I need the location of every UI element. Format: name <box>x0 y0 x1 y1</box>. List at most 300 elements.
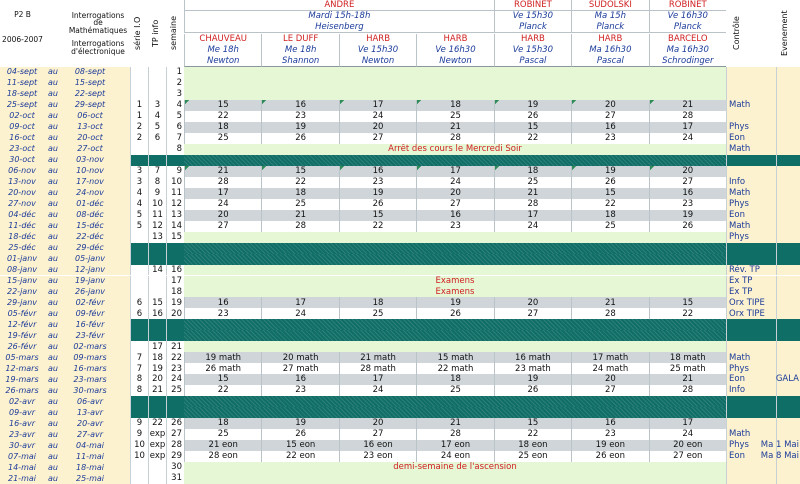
week-start-date <box>0 254 44 265</box>
interrogation-cell-text: 24 <box>527 220 539 231</box>
week-start-date <box>0 374 44 385</box>
interrogation-cell-text: 23 <box>450 220 461 231</box>
interrogation-cell <box>416 100 493 111</box>
week-start-date-text: 01-janv <box>7 254 37 264</box>
interrogation-cell-text: 22 eon <box>285 451 316 462</box>
week-end-date-text: 29-sept <box>74 100 106 110</box>
interrogation-cell <box>416 363 493 374</box>
week-note-text: Arrêt des cours le Mercredi Soir <box>388 144 522 155</box>
controle-cell-text: Phys <box>729 363 749 374</box>
tp-number <box>148 462 166 473</box>
interrogation-cell <box>571 429 648 440</box>
serie-number <box>130 188 148 199</box>
interrogation-cell-text: 22 <box>527 429 539 440</box>
controle-cell-text: Math <box>729 220 751 231</box>
serie-number <box>130 177 148 188</box>
interrogation-cell <box>571 166 648 177</box>
teacher-header-name-text: HARB <box>520 34 545 45</box>
interrogation-cell <box>184 440 261 451</box>
interrogation-cell <box>261 451 338 462</box>
col-header-controle <box>728 0 746 67</box>
interrogation-cell-text: 16 <box>682 187 694 198</box>
week-end-date-text: 15-sept <box>74 78 106 88</box>
interrogation-cell-text: 22 <box>295 176 307 187</box>
interrogation-cell <box>416 374 493 385</box>
interrogation-cell <box>416 451 493 462</box>
teacher-header-time-text: Ma 16h30 <box>666 45 709 56</box>
week-end-date-text: 27-oct <box>77 144 103 154</box>
data-area <box>184 407 726 418</box>
week-end-date <box>60 363 120 374</box>
interrogation-cell <box>494 199 571 210</box>
interrogation-cell-text: 15 <box>295 165 307 176</box>
serie-number-text: 7 <box>136 363 143 374</box>
group-header-room-text: Planck <box>673 22 702 32</box>
interrogation-cell <box>261 166 338 177</box>
interrogation-cell <box>261 297 338 308</box>
serie-number-text: 2 <box>136 122 143 133</box>
data-area <box>184 232 726 243</box>
interrogation-cell <box>339 221 416 232</box>
week-number <box>166 265 184 276</box>
evenement-cell <box>776 199 800 210</box>
week-start-date-text: 09-oct <box>9 122 35 132</box>
evenement-cell <box>776 385 800 396</box>
interrogation-cell-text: 16 eon <box>363 440 393 451</box>
week-number-text: 10 <box>171 176 182 187</box>
week-end-date <box>60 89 120 100</box>
week-start-date <box>0 319 44 330</box>
interrogation-cell <box>571 188 648 199</box>
interrogation-cell <box>571 308 648 319</box>
interrogation-cell-text: 24 <box>450 176 461 187</box>
interrogation-cell-text: 15 <box>682 297 694 308</box>
interrogation-cell-text: 19 <box>527 100 539 111</box>
interrogation-cell-text: 28 <box>450 133 461 144</box>
interrogation-cell-text: 22 <box>604 198 616 209</box>
serie-number <box>130 374 148 385</box>
date-separator <box>46 254 60 265</box>
week-number <box>166 330 184 341</box>
week-start-date <box>0 188 44 199</box>
serie-number <box>130 341 148 352</box>
interrogation-cell <box>571 374 648 385</box>
week-number <box>166 418 184 429</box>
interrogation-cell-text: 24 <box>682 429 694 440</box>
year-label-text: 2006-2007 <box>2 35 43 45</box>
serie-number <box>130 308 148 319</box>
evenement-cell <box>776 188 800 199</box>
interrogation-cell <box>339 363 416 374</box>
interrogation-cell <box>416 210 493 221</box>
week-end-date <box>60 385 120 396</box>
date-separator-text: au <box>48 440 58 450</box>
interrogation-cell-text: 27 <box>604 385 616 396</box>
week-start-date-text: 13-nov <box>8 177 36 187</box>
week-start-date-text: 26-mars <box>5 385 39 395</box>
interrogation-cell <box>494 352 571 363</box>
interrogation-cell-text: 21 <box>604 297 616 308</box>
controle-cell-text: Info <box>729 176 746 187</box>
interrogation-cell <box>184 221 261 232</box>
date-separator-text: au <box>48 275 58 285</box>
week-number-text: 13 <box>171 209 182 220</box>
date-separator <box>46 188 60 199</box>
interrogation-cell-text: 27 math <box>282 363 319 374</box>
group-header-name <box>184 0 494 11</box>
serie-number-text: 7 <box>136 352 143 363</box>
controle-cell <box>726 221 776 232</box>
data-area <box>184 330 726 341</box>
controle-cell <box>726 352 776 363</box>
interrogation-cell-text: 17 <box>682 418 694 429</box>
interrogation-cell-text: 18 <box>450 374 461 385</box>
interrogation-cell <box>261 210 338 221</box>
week-start-date-text: 15-janv <box>7 275 37 285</box>
week-note <box>184 144 726 155</box>
interrogation-cell-text: 22 <box>217 111 229 122</box>
week-start-date <box>0 111 44 122</box>
tp-number-text: 13 <box>152 231 163 242</box>
controle-cell <box>726 418 776 429</box>
interrogation-cell-text: 15 eon <box>285 440 316 451</box>
week-end-date <box>60 210 120 221</box>
interrogation-cell-text: 20 <box>450 187 461 198</box>
interrogation-cell-text: 27 <box>527 308 539 319</box>
serie-number <box>130 319 148 330</box>
interrogation-cell-text: 19 <box>450 297 461 308</box>
date-separator <box>46 166 60 177</box>
col-header-tp-text: TP info <box>151 19 160 48</box>
date-separator-text: au <box>48 330 58 340</box>
date-separator-text: au <box>48 286 58 296</box>
interrogation-cell-text: 17 <box>450 165 461 176</box>
interrogation-cell-text: 25 <box>450 111 461 122</box>
week-end-date <box>60 221 120 232</box>
interrogation-cell-text: 28 <box>682 385 694 396</box>
week-end-date-text: 24-nov <box>76 188 104 198</box>
interrogation-cell-text: 26 <box>527 111 539 122</box>
date-separator <box>46 276 60 287</box>
week-start-date-text: 18-sept <box>6 89 38 99</box>
tp-number-text: 20 <box>152 374 163 385</box>
interrogation-cell <box>649 429 726 440</box>
interrogation-cell-text: 26 <box>604 176 616 187</box>
week-end-date <box>60 341 120 352</box>
tp-number <box>148 385 166 396</box>
date-separator <box>46 473 60 484</box>
week-number-text: 30 <box>171 462 182 473</box>
interrogation-cell-text: 19 <box>682 209 694 220</box>
week-number <box>166 144 184 155</box>
interrogation-cell-text: 21 eon <box>208 440 238 451</box>
evenement-cell <box>776 133 800 144</box>
group-header-room-text: Planck <box>596 22 625 32</box>
date-separator-text: au <box>48 265 58 274</box>
tp-number <box>148 473 166 484</box>
interrogation-cell <box>184 429 261 440</box>
interrogation-cell <box>494 385 571 396</box>
interrogation-cell <box>184 363 261 374</box>
interrogation-cell <box>339 133 416 144</box>
interrogation-cell <box>649 374 726 385</box>
interrogation-cell <box>494 111 571 122</box>
interrogation-cell-text: 28 <box>604 308 616 319</box>
serie-number-text: 6 <box>136 297 143 308</box>
tp-number-text: 7 <box>154 165 161 176</box>
week-note-text: demi-semaine de l'ascension <box>393 462 517 473</box>
interrogation-cell <box>184 352 261 363</box>
evenement-cell <box>776 473 800 484</box>
tp-number <box>148 177 166 188</box>
interrogation-cell <box>416 133 493 144</box>
controle-cell-text: Math <box>729 429 751 440</box>
serie-number <box>130 243 148 254</box>
serie-number <box>130 276 148 287</box>
interrogation-cell-text: 17 <box>527 209 539 220</box>
teacher-header-room <box>339 56 416 67</box>
tp-number <box>148 374 166 385</box>
week-number-text: 11 <box>171 187 182 198</box>
interrogation-cell <box>494 429 571 440</box>
controle-cell <box>726 199 776 210</box>
interrogation-cell <box>184 166 261 177</box>
interrogation-cell <box>416 111 493 122</box>
week-number <box>166 166 184 177</box>
interrogation-cell-text: 27 <box>604 111 616 122</box>
interrogation-cell-text: 16 <box>604 418 616 429</box>
week-number-text: 2 <box>176 78 182 89</box>
interrogation-cell-text: 17 <box>682 122 694 133</box>
serie-number-text: 10 <box>134 440 145 451</box>
interrogation-cell-text: 27 <box>450 198 461 209</box>
interrogation-cell <box>649 166 726 177</box>
interrogation-cell-text: 15 <box>527 418 539 429</box>
date-separator <box>46 385 60 396</box>
week-start-date-text: 21-mai <box>8 473 36 483</box>
week-end-date-text: 22-déc <box>76 232 104 242</box>
interrogation-cell <box>184 199 261 210</box>
serie-number <box>130 78 148 89</box>
col-header-semaine-text: semaine <box>169 16 178 51</box>
week-number-text: 9 <box>176 165 182 176</box>
week-end-date-text: 19-janv <box>75 275 105 285</box>
interrogation-cell <box>261 199 338 210</box>
tp-number <box>148 407 166 418</box>
controle-cell <box>726 308 776 319</box>
week-end-date-text: 25-mai <box>76 473 104 483</box>
serie-number <box>130 111 148 122</box>
date-separator <box>46 363 60 374</box>
interrogation-cell <box>339 122 416 133</box>
controle-cell <box>726 133 776 144</box>
teacher-header-room-text: Newton <box>439 56 472 66</box>
interrogation-cell-text: 16 <box>217 297 229 308</box>
interrogation-cell-text: 24 <box>372 385 384 396</box>
date-separator-text: au <box>48 111 58 121</box>
serie-number <box>130 451 148 462</box>
teacher-header-name <box>571 34 648 45</box>
teacher-header-room-text: Pascal <box>519 56 547 66</box>
evenement-cell <box>776 67 800 78</box>
week-start-date-text: 30-oct <box>9 155 35 165</box>
week-start-date <box>0 385 44 396</box>
controle-cell <box>726 374 776 385</box>
week-end-date <box>60 396 120 407</box>
serie-number <box>130 396 148 407</box>
date-separator <box>46 451 60 462</box>
interrogation-cell-text: 23 <box>295 385 307 396</box>
col-header-tp <box>148 0 164 67</box>
interrogation-cell <box>184 100 261 111</box>
week-number-text: 29 <box>171 451 182 462</box>
date-separator-text: au <box>48 308 58 318</box>
week-end-date <box>60 352 120 363</box>
interrogation-cell-text: 18 math <box>669 352 706 363</box>
interrogation-cell <box>649 133 726 144</box>
controle-cell-text: Eon <box>729 451 745 462</box>
week-number <box>166 440 184 451</box>
interrogation-cell <box>339 429 416 440</box>
tp-number-text: exp <box>149 429 166 440</box>
evenement-cell <box>776 210 800 221</box>
tp-number-text: 11 <box>152 209 163 220</box>
week-start-date <box>0 363 44 374</box>
date-separator-text: au <box>48 78 58 88</box>
week-note-text: Examens <box>435 286 475 297</box>
data-area <box>184 319 726 330</box>
teacher-header-time <box>494 45 571 56</box>
data-area <box>184 78 726 89</box>
week-end-date-text: 17-nov <box>76 177 104 187</box>
week-number <box>166 100 184 111</box>
week-number-text: 19 <box>171 297 182 308</box>
week-start-date <box>0 177 44 188</box>
group-header-time <box>494 11 571 22</box>
tp-number-text: 16 <box>152 308 163 319</box>
week-number <box>166 78 184 89</box>
controle-cell <box>726 286 776 297</box>
interrogation-cell-text: 22 <box>682 308 694 319</box>
interrogation-cell <box>261 177 338 188</box>
date-separator-text: au <box>48 407 58 417</box>
evenement-cell <box>776 100 800 111</box>
interrogation-cell <box>184 111 261 122</box>
serie-number-text: 5 <box>136 209 143 220</box>
interrogation-cell <box>649 418 726 429</box>
week-number-text: 17 <box>171 275 182 286</box>
week-end-date-text: 29-déc <box>76 243 104 253</box>
teacher-header-room-text: Pascal <box>596 56 624 66</box>
interrogation-cell-text: 25 <box>450 385 461 396</box>
week-number <box>166 243 184 254</box>
interrogation-cell <box>339 440 416 451</box>
evenement-cell <box>776 78 800 89</box>
date-separator <box>46 308 60 319</box>
date-separator <box>46 78 60 89</box>
serie-number-text: 6 <box>136 308 143 319</box>
interrogation-cell <box>261 440 338 451</box>
serie-number <box>130 67 148 78</box>
interrogation-cell-text: 19 <box>295 418 307 429</box>
week-start-date <box>0 418 44 429</box>
teacher-header-name-text: HARB <box>443 34 468 45</box>
interrogation-cell <box>494 100 571 111</box>
interrogation-cell <box>416 166 493 177</box>
interrogation-cell <box>494 308 571 319</box>
week-start-date <box>0 308 44 319</box>
week-number-text: 31 <box>171 473 182 484</box>
interrogation-cell <box>416 429 493 440</box>
group-header-room <box>571 22 648 33</box>
interrogation-cell <box>571 122 648 133</box>
date-separator-text: au <box>48 210 58 220</box>
serie-number <box>130 89 148 100</box>
serie-number-text: 4 <box>136 187 143 198</box>
tp-number-text: 6 <box>154 133 161 144</box>
controle-cell-text: Ex TP <box>729 286 753 297</box>
serie-number <box>130 221 148 232</box>
interrogation-cell-text: 21 math <box>360 352 396 363</box>
interrogation-cell-text: 26 <box>682 220 694 231</box>
week-end-date-text: 06-avr <box>77 396 103 406</box>
interrogation-cell <box>261 308 338 319</box>
data-area <box>184 265 726 276</box>
controle-cell-text: Phys <box>729 440 749 451</box>
date-separator-text: au <box>48 133 58 143</box>
evenement-cell <box>776 166 800 177</box>
interrogation-cell <box>571 363 648 374</box>
interrogation-cell-text: 16 math <box>515 352 551 363</box>
evenement-cell <box>776 122 800 133</box>
date-separator-text: au <box>48 144 58 154</box>
week-note-text: Examens <box>435 275 475 286</box>
interrogation-cell-text: 28 <box>450 429 461 440</box>
date-separator <box>46 243 60 254</box>
week-start-date <box>0 155 44 166</box>
interrogation-cell <box>416 199 493 210</box>
serie-number <box>130 265 148 276</box>
date-separator-text: au <box>48 319 58 329</box>
week-end-date <box>60 473 120 484</box>
interrogation-cell <box>416 122 493 133</box>
serie-number-text: 1 <box>136 111 143 122</box>
week-note <box>184 286 726 297</box>
interrogation-cell <box>571 440 648 451</box>
tp-number-text: 21 <box>152 385 163 396</box>
week-number-text: 16 <box>171 264 182 275</box>
group-header-name-text: ROBINET <box>513 0 552 10</box>
controle-cell <box>726 177 776 188</box>
controle-cell-text: Orx TIPE <box>729 308 765 319</box>
date-separator <box>46 297 60 308</box>
week-start-date <box>0 210 44 221</box>
week-start-date <box>0 133 44 144</box>
group-header-time-text: Ve 15h30 <box>512 11 554 22</box>
week-number-text: 18 <box>171 286 182 297</box>
interrogation-cell-text: 16 <box>604 122 616 133</box>
interrogation-cell-text: 23 math <box>515 363 551 374</box>
title-cell <box>68 0 128 67</box>
week-start-date <box>0 100 44 111</box>
date-separator <box>46 407 60 418</box>
evenement-cell <box>776 221 800 232</box>
col-header-evenement-text: Evenement <box>780 10 789 57</box>
serie-number-text: 4 <box>136 198 143 209</box>
tp-number <box>148 243 166 254</box>
week-end-date-text: 18-mai <box>76 462 104 472</box>
interrogation-cell-text: 20 math <box>282 352 319 363</box>
